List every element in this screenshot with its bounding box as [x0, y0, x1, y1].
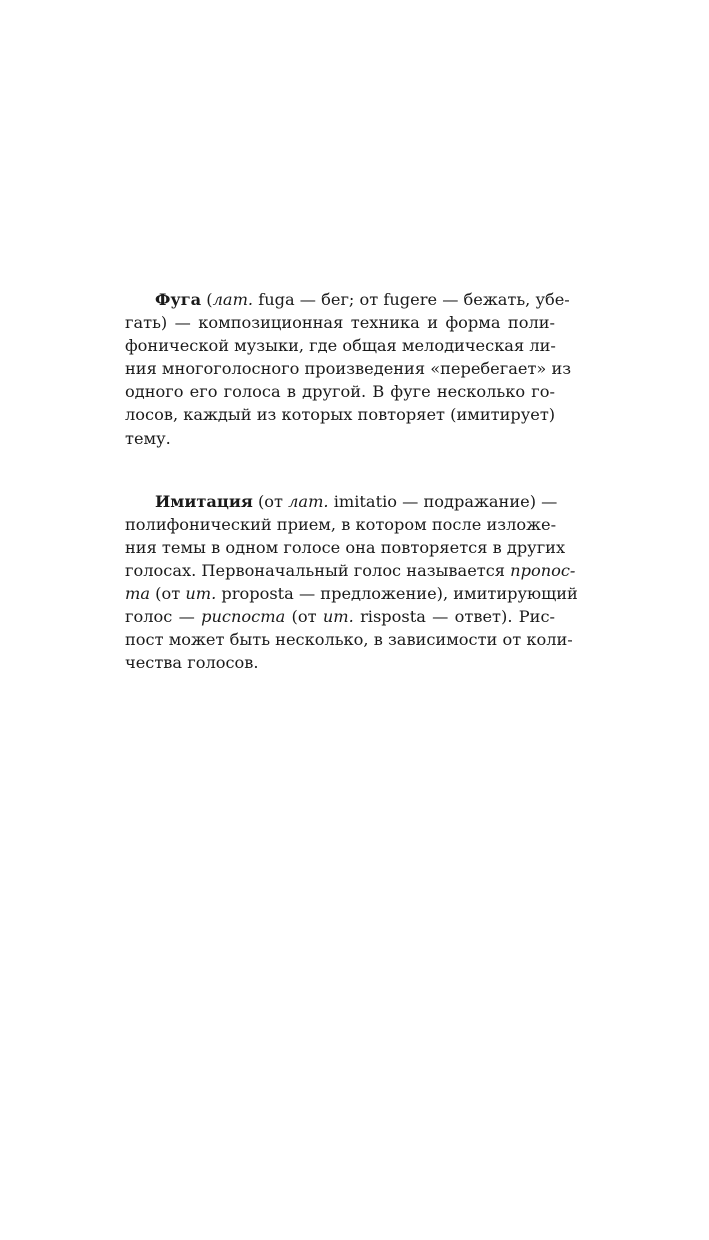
- term-imitatsiya: Имитация: [155, 491, 253, 511]
- text-line: голос — риспоста (от ит. risposta — ответ). Рис-: [125, 607, 555, 627]
- text-line: ния темы в одном голосе она повторяется в других: [125, 537, 566, 557]
- text-line: полифонический прием, в котором после изложе-: [125, 514, 557, 534]
- abbr-it: ит.: [322, 607, 354, 627]
- term-fuga: Фуга: [155, 290, 202, 309]
- text-line: Имитация (от лат. imitatio — подражание) —: [155, 491, 558, 511]
- term-proposta: пропос-: [510, 560, 576, 580]
- text-line: гать) — композиционная техника и форма поли-: [125, 313, 555, 333]
- text-line: фонической музыки, где общая мелодическая ли-: [125, 336, 556, 356]
- text-line: та (от ит. proposta — предложение), имитирующий: [125, 584, 578, 604]
- entry-imitatsiya: [125, 490, 578, 675]
- text-line: пост может быть несколько, в зависимости от коли-: [125, 630, 573, 650]
- abbr-it: ит.: [185, 584, 217, 604]
- entry-fuga: [125, 288, 572, 450]
- term-proposta-end: та: [125, 584, 151, 604]
- text-line-last: тему.: [125, 428, 171, 448]
- abbr-lat: лат.: [212, 290, 254, 309]
- book-page: [125, 288, 578, 674]
- abbr-lat: лат.: [288, 491, 329, 511]
- text-line: ния многоголосного произведения «перебегает» из: [125, 359, 572, 379]
- term-risposta: риспоста: [201, 607, 286, 627]
- text-line: одного его голоса в другой. В фуге несколько го-: [125, 382, 555, 402]
- text-line-last: чества голосов.: [125, 653, 259, 673]
- text-line: голосах. Первоначальный голос называется пропос-: [125, 560, 576, 580]
- text-line: Фуга (лат. fuga — бег; от fugere — бежать, убе-: [155, 290, 570, 309]
- text-line: лосов, каждый из которых повторяет (имитирует): [125, 405, 556, 425]
